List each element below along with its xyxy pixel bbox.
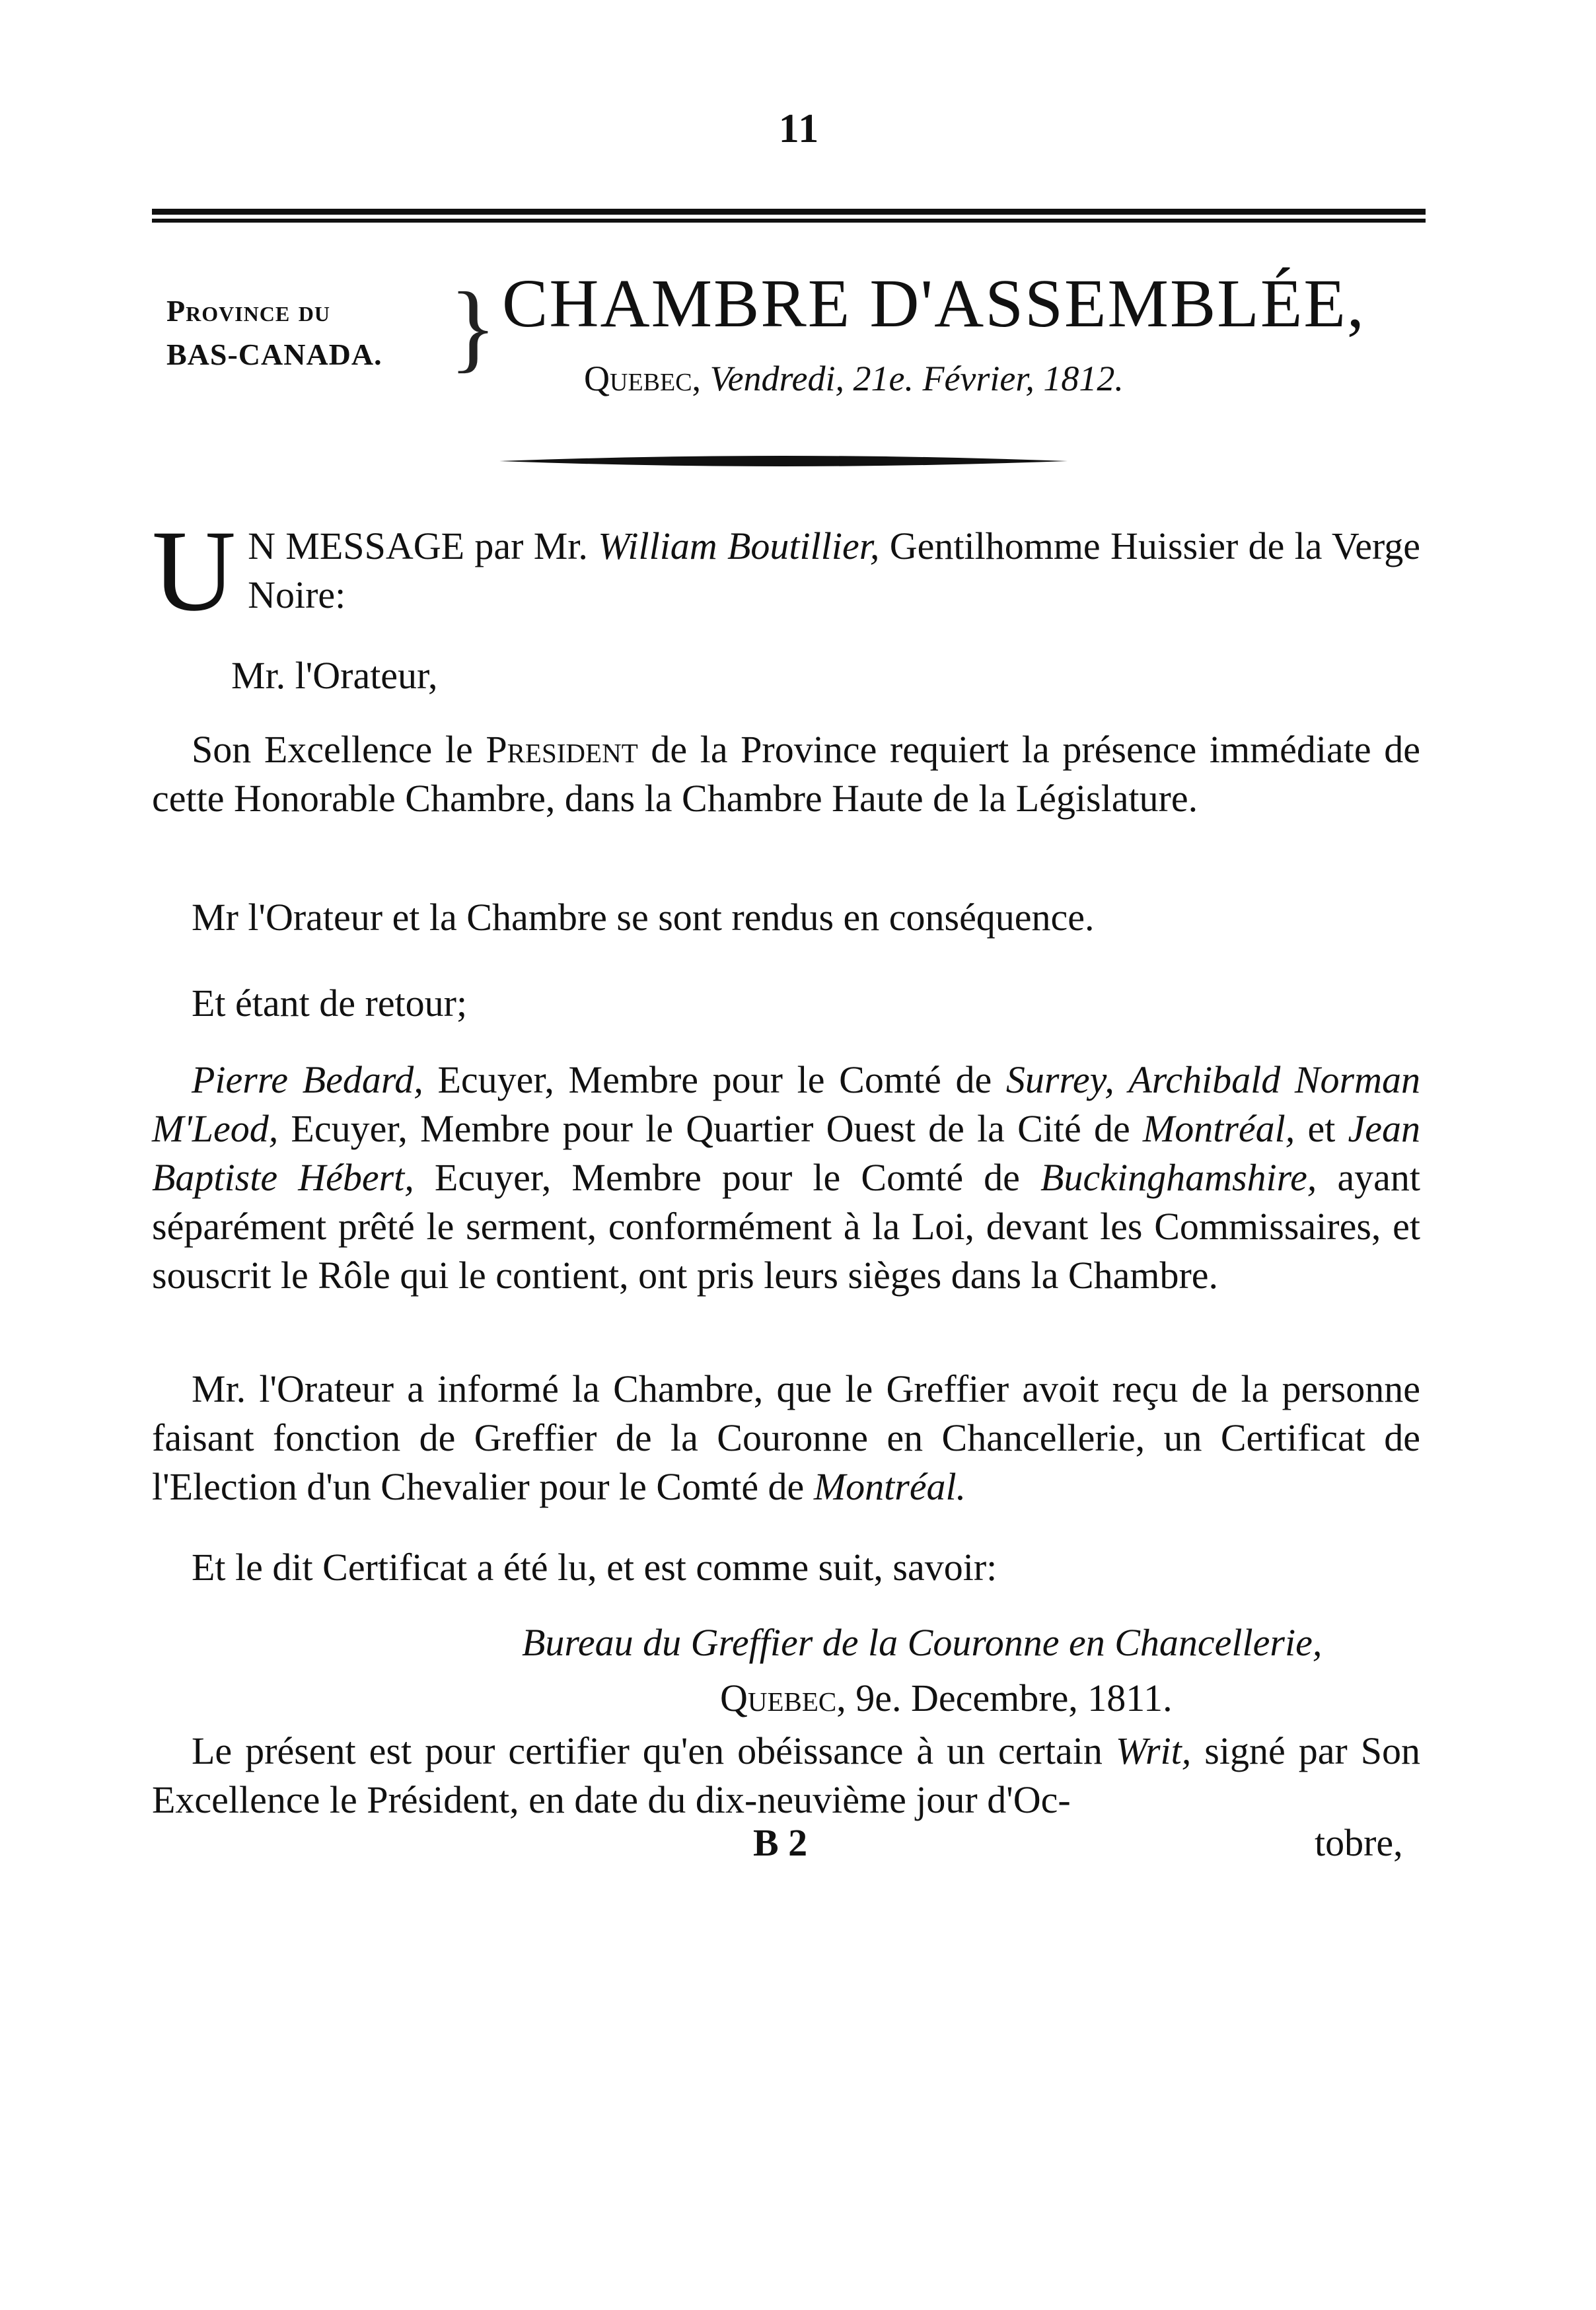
- chamber-title: CHAMBRE D'ASSEMBLÉE,: [502, 266, 1365, 342]
- dateline-date: 21e. Février, 1812.: [853, 359, 1124, 398]
- dateline-day: Vendredi,: [709, 359, 845, 398]
- tapered-rule: [499, 452, 1068, 470]
- signature-mark: B 2: [753, 1821, 808, 1864]
- drop-cap: U: [152, 507, 236, 635]
- province-line-2: BAS-CANADA.: [166, 338, 382, 371]
- retour-paragraph: Et étant de retour;: [192, 982, 468, 1025]
- session-dateline: [584, 355, 1390, 402]
- header-double-rule: [152, 209, 1426, 226]
- brace-icon: }: [449, 272, 497, 382]
- province-label: [166, 289, 444, 377]
- president-paragraph: Son Excellence le President de la Province requiert la présence immédiate de cette Honorable Chambre, dans la Chambre Haute de la Législature.: [152, 728, 1420, 820]
- members-paragraph: Pierre Bedard, Ecuyer, Membre pour le Comté de Surrey, Archibald Norman M'Leod, Ecuyer, Membre pour le Quartier Ouest de la Cité de Montréal, et Jean Baptiste Hébert, Ecuyer, Membre pour le Comté de Buckinghamshire, ayant séparément prêté le serment, conformément à la Loi, devant les Commissaires, et souscrit le Rôle qui le contient, ont pris leurs sièges dans la Chambre.: [152, 1058, 1421, 1297]
- province-line-1: Province du: [166, 294, 330, 328]
- salutation: Mr. l'Orateur,: [231, 654, 438, 697]
- page-folio: 11: [778, 106, 820, 151]
- greffier-paragraph: Mr. l'Orateur a informé la Chambre, que le Greffier avoit reçu de la personne faisant fonction de Greffier de la Couronne en Chancellerie, un Certificat de l'Election d'un Chevalier pour le Comté de Montréal.: [152, 1367, 1420, 1508]
- bureau-line: Bureau du Greffier de la Couronne en Chancellerie,: [522, 1621, 1323, 1664]
- dateline-city: Quebec,: [584, 359, 702, 398]
- rendus-paragraph: Mr l'Orateur et la Chambre se sont rendus en conséquence.: [192, 896, 1095, 939]
- catchword: tobre,: [1315, 1821, 1403, 1864]
- certificat-paragraph: Et le dit Certificat a été lu, et est comme suit, savoir:: [192, 1546, 998, 1589]
- message-paragraph: U N MESSAGE par Mr. William Boutillier, Gentilhomme Huissier de la Verge Noire:: [152, 507, 1421, 635]
- certificate-dateline: Quebec, 9e. Decembre, 1811.: [720, 1677, 1173, 1719]
- writ-paragraph: Le présent est pour certifier qu'en obéissance à un certain Writ, signé par Son Excellence le Président, en date du dix-neuvième jour d'Oc-: [152, 1729, 1421, 1821]
